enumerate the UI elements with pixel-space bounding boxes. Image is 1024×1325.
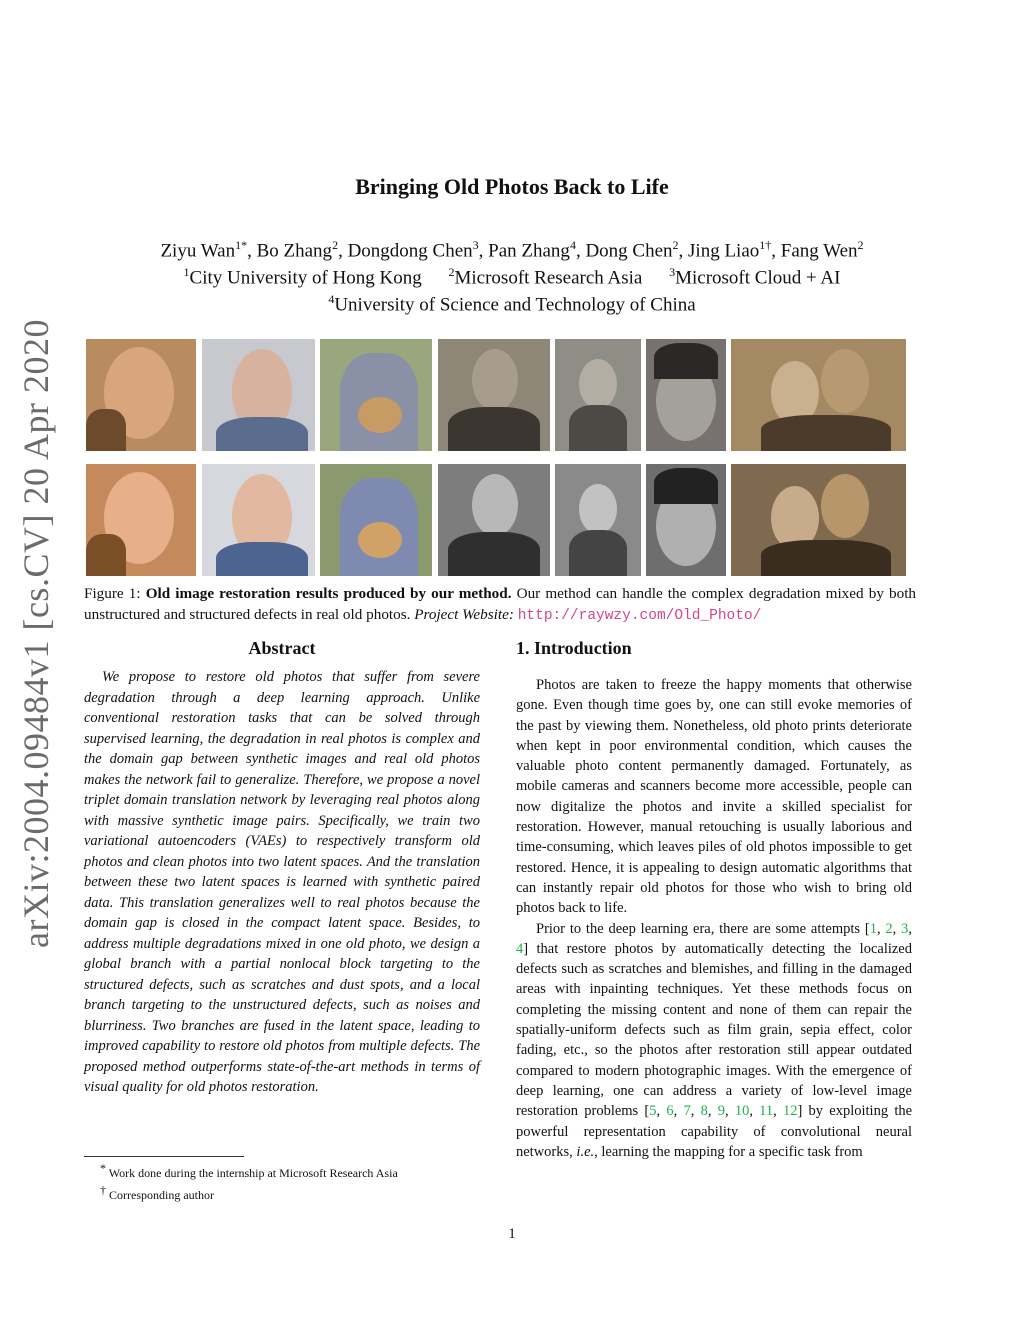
introduction-heading: 1. Introduction (516, 638, 632, 658)
footnote: * Work done during the internship at Microsoft Research Asia (100, 1161, 398, 1180)
author: Jing Liao (688, 240, 760, 262)
affiliation: Microsoft Cloud + AI (675, 267, 841, 289)
photo-input-6 (646, 339, 726, 451)
figure-caption: Figure 1: Old image restoration results produced by our method. Our method can handle the complex degradation mixed by both unstructured and structured defects in real old photos. Project Website: http://raywzy.com/Old_Photo/ (84, 585, 917, 624)
photo-output-7 (731, 464, 906, 576)
affiliation: Microsoft Research Asia (454, 267, 643, 289)
photo-input-7 (731, 339, 906, 451)
citation[interactable]: 5 (649, 1103, 657, 1120)
paragraph: Prior to the deep learning era, there are some attempts [1, 2, 3, 4] that restore photos by automatically detecting the localized defects such as scratches and blemishes, and filling in the damaged areas with inpainting techniques. Yet these methods focus on completing the missing content and none of them can repair the spatially-uniform defects such as film grain, sepia effect, color fading, etc., so the photos after restoration still appear outdated compared to modern photographic images. With the emergence of deep learning, one can address a variety of low-level image restoration problems [5, 6, 7, 8, 9, 10, 11, 12] by exploiting the powerful representation capability of convolutional neural networks, i.e., learning the mapping for a specific task from (516, 920, 913, 1160)
photo-output-1 (86, 464, 196, 576)
photo-input-4 (438, 339, 550, 451)
figure-input-row (86, 339, 906, 451)
abstract-body: We propose to restore old photos that suffer from severe degradation through a deep learning approach. Unlike conventional restoration tasks that can be solved through supervised learning, the degradation in real photos is complex and the domain gap between synthetic images and real old photos makes the network fail to generalize. Therefore, we propose a novel triplet domain translation network by leveraging real photos along with massive synthetic image pairs. Specifically, we train two variational autoencoders (VAEs) to respectively transform old photos and clean photos into two latent spaces. And the translation between these two latent spaces is learned with synthetic paired data. This translation generalizes well to real photos because the domain gap is closed in the compact latent space. Besides, to address multiple degradations mixed in one old photo, we design a global branch with a partial nonlocal block targeting to the structured defects, such as scratches and dust spots, and a local branch targeting to the unstructured defects, such as noises and blurriness. Two branches are fused in the latent space, leading to improved capability to restore old photos from multiple defects. The proposed method outperforms state-of-the-art methods in terms of visual quality for old photos restoration. (84, 669, 480, 1095)
affiliation-list: $^1$City University of Hong Kong $^2$Microsoft Research Asia $^3$Microsoft Cloud + AI (183, 265, 841, 289)
author: Bo Zhang (256, 240, 333, 262)
abstract-heading: Abstract (248, 638, 316, 658)
footnote: † Corresponding author (100, 1183, 214, 1202)
citation[interactable]: 12 (783, 1103, 798, 1120)
author-list: Ziyu Wan$^{1*}$, Bo Zhang$^2$, Dongdong Chen$^3$, Pan Zhang$^4$, Dong Chen$^2$, Jing Liao$^{1\dagger}$, Fang Wen$^2$ (160, 238, 864, 262)
affiliation: City University of Hong Kong (189, 267, 422, 289)
citation[interactable]: 4 (516, 940, 524, 957)
paper-title: Bringing Old Photos Back to Life (355, 174, 669, 199)
project-website-link[interactable]: http://raywzy.com/Old_Photo/ (517, 608, 762, 624)
photo-output-4 (438, 464, 550, 576)
photo-output-6 (646, 464, 726, 576)
photo-output-3 (320, 464, 432, 576)
affiliation-line-2: $^4$University of Science and Technology of China (328, 292, 696, 316)
photo-output-2 (202, 464, 315, 576)
citation[interactable]: 6 (666, 1103, 674, 1120)
page-number: 1 (508, 1226, 516, 1242)
author: Dongdong Chen (347, 240, 473, 262)
citation[interactable]: 7 (683, 1103, 691, 1120)
arxiv-stamp: arXiv:2004.09484v1 [cs.CV] 20 Apr 2020 (16, 319, 56, 948)
photo-input-1 (86, 339, 196, 451)
footnotes (100, 1160, 398, 1204)
citation[interactable]: 11 (759, 1103, 774, 1120)
photo-output-5 (555, 464, 641, 576)
citation[interactable]: 3 (901, 920, 909, 937)
citation[interactable]: 9 (717, 1103, 725, 1120)
introduction-body (516, 675, 912, 1162)
photo-input-3 (320, 339, 432, 451)
footnote-divider (84, 1156, 244, 1157)
author: Ziyu Wan (160, 240, 236, 262)
citation[interactable]: 1 (869, 920, 877, 937)
citation[interactable]: 10 (734, 1103, 750, 1120)
figure-output-row (86, 464, 906, 576)
author: Dong Chen (585, 240, 673, 262)
affiliation: University of Science and Technology of China (334, 294, 696, 316)
author: Fang Wen (780, 240, 858, 262)
citation[interactable]: 2 (885, 920, 893, 937)
paragraph: Photos are taken to freeze the happy moments that otherwise gone. Even though time goes by, one can still evoke memories of the past by viewing them. Nonetheless, old photo prints deteriorate when kept in poor environmental condition, which causes the valuable photo content permanently damaged. Fortunately, as mobile cameras and scanners become more accessible, people can now digitalize the photos and invite a skilled specialist for restoration. However, manual retouching is usually laborious and time-consuming, which leaves piles of old photos impossible to get restored. Hence, it is appealing to design automatic algorithms that can instantly repair old photos for those who wish to bring old photos back to life. (516, 677, 912, 917)
photo-input-5 (555, 339, 641, 451)
citation[interactable]: 8 (700, 1103, 708, 1120)
photo-input-2 (202, 339, 315, 451)
author: Pan Zhang (488, 240, 570, 262)
